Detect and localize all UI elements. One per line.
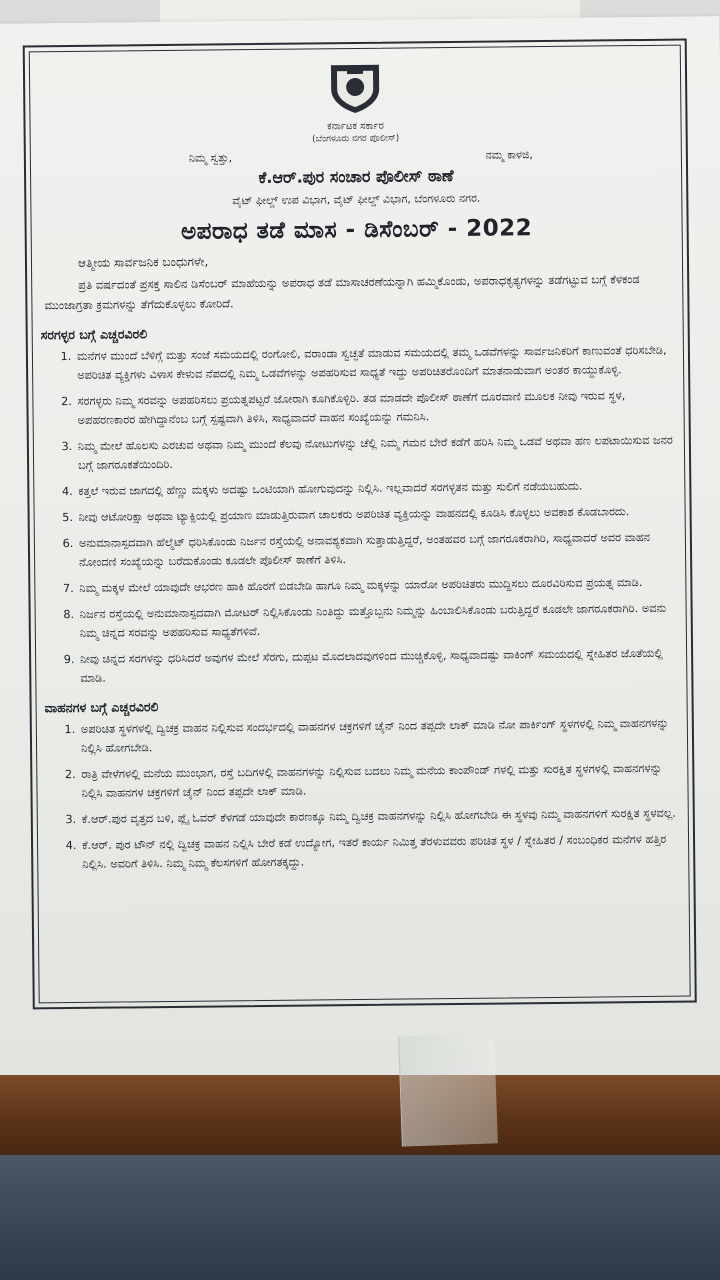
wooden-desk-edge [0,1075,720,1155]
notice-title: ಅಪರಾಧ ತಡೆ ಮಾಸ - ಡಿಸೆಂಬರ್ - 2022 [180,215,533,245]
list-item: 8. ನಿರ್ಜನ ರಸ್ತೆಯಲ್ಲಿ ಅನುಮಾನಾಸ್ಪದವಾಗಿ ಮೋಟರ್ ನಿಲ್ಲಿಸಿಕೊಂಡು ನಿಂತಿದ್ದು ಮತ್ತೊಬ್ಬನು ನಿಮ್ಮನ್ನು ಹಿಂಬಾಲಿಸಿಕೊಂಡು ಬರುತ್ತಿದ್ದರೆ ಕೂಡಲೇ ಜಾಗರೂಕರಾಗಿರಿ. ಅವನು ನಿಮ್ಮ ಚಿನ್ನದ ಸರವನ್ನು ಅಪಹರಿಸುವ ಸಾಧ್ಯತೆಗಳಿವೆ. [78,599,678,643]
police-emblem [38,56,673,123]
station-name: ಕೆ.ಆರ್.ಪುರ ಸಂಚಾರ ಪೊಲೀಸ್ ಠಾಣೆ [258,165,454,188]
intro-paragraph: ಪ್ರತಿ ವರ್ಷದಂತೆ ಪ್ರಸಕ್ತ ಸಾಲಿನ ಡಿಸೆಂಬರ್ ಮಾಹೆಯನ್ನು ಅಪರಾಧ ತಡೆ ಮಾಸಾಚರಣೆಯನ್ನಾಗಿ ಹಮ್ಮಿಕೊಂಡು, ಅಪರಾಧಕೃತ್ಯಗಳನ್ನು ತಡೆಗಟ್ಟುವ ಬಗ್ಗೆ ಕೆಳಕಂಡ ಮುಂಜಾಗ್ರತಾ ಕ್ರಮಗಳನ್ನು ತೆಗೆದುಕೊಳ್ಳಲು ಕೋರಿದೆ. [44,272,640,313]
list-item: 6. ಅನುಮಾನಾಸ್ಪದವಾಗಿ ಹೆಲ್ಮೆಟ್ ಧರಿಸಿಕೊಂಡು ನಿರ್ಜನ ರಸ್ತೆಯಲ್ಲಿ ಅನಾವಶ್ಯಕವಾಗಿ ಸುತ್ತಾಡುತ್ತಿದ್ದರೆ, ಅಂತಹವರ ಬಗ್ಗೆ ಜಾಗರೂಕರಾಗಿರಿ, ಸಾಧ್ಯವಾದರೆ ಅವರ ವಾಹನ ನೋಂದಣಿ ಸಂಖ್ಯೆಯನ್ನು ಬರೆದುಕೊಂಡು ಕೂಡಲೇ ಪೊಲೀಸ್ ಠಾಣೆಗೆ ತಿಳಿಸಿ. [77,528,677,572]
motto-left: ನಿಮ್ಮ ಸ್ವತ್ತು, [188,151,233,165]
list-item: 2. ಸರಗಳ್ಳರು ನಿಮ್ಮ ಸರವನ್ನು ಅಪಹರಿಸಲು ಪ್ರಯತ್ನಪಟ್ಟರೆ ಜೋರಾಗಿ ಕೂಗಿಕೊಳ್ಳಿರಿ. ತಡ ಮಾಡದೇ ಪೊಲೀಸ್ ಠಾಣೆಗೆ ದೂರವಾಣಿ ಮೂಲಕ ನೀವು ಇರುವ ಸ್ಥಳ, ಅಪಹರಣಕಾರರ ಹೇಗಿದ್ದಾನೆಂಬ ಬಗ್ಗೆ ಸ್ಪಷ್ಟವಾಗಿ ತಿಳಿಸಿ, ಸಾಧ್ಯವಾದರೆ ವಾಹನ ಸಂಖ್ಯೆಯನ್ನು ಗಮನಿಸಿ. [75,386,675,430]
list-item: 2. ರಾತ್ರಿ ವೇಳೆಗಳಲ್ಲಿ ಮನೆಯ ಮುಂಭಾಗ, ರಸ್ತೆ ಬದಿಗಳಲ್ಲಿ ವಾಹನಗಳನ್ನು ನಿಲ್ಲಿಸುವ ಬದಲು ನಿಮ್ಮ ಮನೆಯ ಕಾಂಪೌಂಡ್ ಗಳಲ್ಲಿ ಮತ್ತು ಸುರಕ್ಷಿತ ಸ್ಥಳಗಳಲ್ಲಿ ವಾಹನಗಳನ್ನು ನಿಲ್ಲಿಸಿ ವಾಹನಗಳ ಚಕ್ರಗಳಿಗೆ ಚೈನ್ ನಿಂದ ತಪ್ಪದೇ ಲಾಕ್ ಮಾಡಿ. [79,759,679,803]
greeting: ಆತ್ಮೀಯ ಸಾರ್ವಜನಿಕ ಬಂಧುಗಳೇ, [77,254,209,270]
ruler [398,1033,498,1146]
notice-sheet [0,16,720,1084]
chain-snatcher-list [41,341,679,689]
motto-right: ನಮ್ಮ ಕಾಳಜಿ, [485,148,533,162]
list-item: 4. ಕೆ.ಆರ್. ಪುರ ಟೌನ್ ನಲ್ಲಿ ದ್ವಿಚಕ್ರ ವಾಹನ ನಿಲ್ಲಿಸಿ ಬೇರೆ ಕಡೆ ಉದ್ಯೋಗ, ಇತರೆ ಕಾರ್ಯ ನಿಮಿತ್ತ ತೆರಳುವವರು ಪರಿಚಿತ ಸ್ಥಳ / ಸ್ನೇಹಿತರ / ಸಂಬಂಧಿಕರ ಮನೆಗಳ ಹತ್ತಿರ ನಿಲ್ಲಿಸಿ. ಅವರಿಗೆ ತಿಳಿಸಿ. ನಿಮ್ಮ ನಿಮ್ಮ ಕೆಲಸಗಳಿಗೆ ಹೋಗತಕ್ಕದ್ದು. [80,830,680,874]
emblem-label: ಕರ್ನಾಟಕ ಸರ್ಕಾರ [327,120,385,133]
police-label: (ಬೆಂಗಳೂರು ನಗರ ಪೊಲೀಸ್) [312,133,400,145]
list-item: 7. ನಿಮ್ಮ ಮಕ್ಕಳ ಮೇಲೆ ಯಾವುದೇ ಆಭರಣ ಹಾಕಿ ಹೊರಗೆ ಬಿಡಬೇಡಿ ಹಾಗೂ ನಿಮ್ಮ ಮಕ್ಕಳನ್ನು ಯಾರೋ ಅಪರಿಚಿತರು ಮುದ್ದಿಸಲು ದೂರವಿರಿಸುವ ಪ್ರಯತ್ನ ಮಾಡಿ. [77,573,677,598]
floor-background [0,1155,720,1280]
list-item: 3. ಕೆ.ಆರ್.ಪುರ ವೃತ್ತದ ಬಳಿ, ಪ್ಲೈ ಓವರ್ ಕೆಳಗಡೆ ಯಾವುದೇ ಕಾರಣಕ್ಕೂ ನಿಮ್ಮ ದ್ವಿಚಕ್ರ ವಾಹನಗಳನ್ನು ನಿಲ್ಲಿಸಿ ಹೋಗಬೇಡಿ ಈ ಸ್ಥಳವು ನಿಮ್ಮ ವಾಹನಗಳಿಗೆ ಸುರಕ್ಷಿತ ಸ್ಥಳವಲ್ಲ. [80,804,680,829]
list-item: 9. ನೀವು ಚಿನ್ನದ ಸರಗಳನ್ನು ಧರಿಸಿದರೆ ಅವುಗಳ ಮೇಲೆ ಸೆರಗು, ದುಪ್ಪಟ ಮೊದಲಾದವುಗಳಿಂದ ಮುಚ್ಚಿಕೊಳ್ಳಿ, ಸಾಧ್ಯವಾದಷ್ಟು ವಾಕಿಂಗ್ ಸಮಯದಲ್ಲಿ ಸ್ನೇಹಿತರ ಜೊತೆಯಲ್ಲಿ ಮಾಡಿ. [78,644,678,688]
list-item: 1. ಅಪರಿಚಿತ ಸ್ಥಳಗಳಲ್ಲಿ ದ್ವಿಚಕ್ರ ವಾಹನ ನಿಲ್ಲಿಸುವ ಸಂದರ್ಭದಲ್ಲಿ ವಾಹನಗಳ ಚಕ್ರಗಳಿಗೆ ಚೈನ್ ನಿಂದ ತಪ್ಪದೇ ಲಾಕ್ ಮಾಡಿ ನೋ ಪಾರ್ಕಿಂಗ್ ಸ್ಥಳಗಳಲ್ಲಿ ನಿಮ್ಮ ವಾಹನಗಳನ್ನು ನಿಲ್ಲಿಸಿ ಹೋಗಬೇಡಿ. [79,714,679,758]
vehicle-list [45,714,681,875]
notice-content [38,56,681,882]
notice-border [23,39,697,1010]
station-address: ವೈಟ್ ಫೀಲ್ಡ್ ಉಪ ವಿಭಾಗ, ವೈಟ್ ಫೀಲ್ಡ್ ವಿಭಾಗ, ಬೆಂಗಳೂರು ನಗರ. [232,191,481,208]
list-item: 4. ಕತ್ತಲೆ ಇರುವ ಜಾಗದಲ್ಲಿ ಹೆಣ್ಣು ಮಕ್ಕಳು ಅದಷ್ಟು ಒಂಟಿಯಾಗಿ ಹೋಗುವುದನ್ನು ನಿಲ್ಲಿಸಿ. ಇಲ್ಲವಾದರೆ ಸರಗಳ್ಳತನ ಮತ್ತು ಸುಲಿಗೆ ನಡೆಯಬಹುದು. [76,476,676,501]
list-item: 3. ನಿಮ್ಮ ಮೇಲೆ ಹೊಲಸು ಎರಚುವ ಅಥವಾ ನಿಮ್ಮ ಮುಂದೆ ಕೆಲವು ನೋಟುಗಳನ್ನು ಚೆಲ್ಲಿ ನಿಮ್ಮ ಗಮನ ಬೇರೆ ಕಡೆಗೆ ಹರಿಸಿ ನಿಮ್ಮ ಒಡವೆ ಅಥವಾ ಹಣ ಲಪಟಾಯಿಸುವ ಜನರ ಬಗ್ಗೆ ಜಾಗರೂಕತೆಯಿಂದಿರಿ. [76,431,676,475]
shield-emblem-icon [323,59,388,116]
list-item: 5. ನೀವು ಆಟೋರಿಕ್ಷಾ ಅಥವಾ ಟ್ಯಾಕ್ಸಿಯಲ್ಲಿ ಪ್ರಯಾಣ ಮಾಡುತ್ತಿರುವಾಗ ಚಾಲಕರು ಅಪರಿಚಿತ ವ್ಯಕ್ತಿಯನ್ನು ವಾಹನದಲ್ಲಿ ಕೂಡಿಸಿ ಕೊಳ್ಳಲು ಅವಕಾಶ ಕೊಡಬಾರದು. [77,502,677,527]
list-item: 1. ಮನೆಗಳ ಮುಂದೆ ಬೆಳಿಗ್ಗೆ ಮತ್ತು ಸಂಜೆ ಸಮಯದಲ್ಲಿ ರಂಗೋಲಿ, ವರಾಂಡಾ ಸ್ವಚ್ಛತೆ ಮಾಡುವ ಸಮಯದಲ್ಲಿ ತಮ್ಮ ಒಡವೆಗಳನ್ನು ಸಾರ್ವಜನಿಕರಿಗೆ ಕಾಣುವಂತೆ ಧರಿಸಬೇಡಿ, ಅಪರಿಚಿತ ವ್ಯಕ್ತಿಗಳು ವಿಳಾಸ ಕೇಳುವ ನೆಪದಲ್ಲಿ ನಿಮ್ಮ ಒಡವೆಗಳನ್ನು ಅಪಹರಿಸುವ ಸಾಧ್ಯತೆ ಇದ್ದು ಅಪರಿಚಿತರೊಂದಿಗೆ ಮಾತನಾಡುವಾಗ ಅಂತರ ಕಾಯ್ದುಕೊಳ್ಳಿ. [75,341,675,385]
section-heading-chain-snatchers: ಸರಗಳ್ಳರ ಬಗ್ಗೆ ಎಚ್ಚರವಿರಲಿ [40,326,148,343]
section-heading-vehicles: ವಾಹನಗಳ ಬಗ್ಗೆ ಎಚ್ಚರವಿರಲಿ [44,699,159,716]
